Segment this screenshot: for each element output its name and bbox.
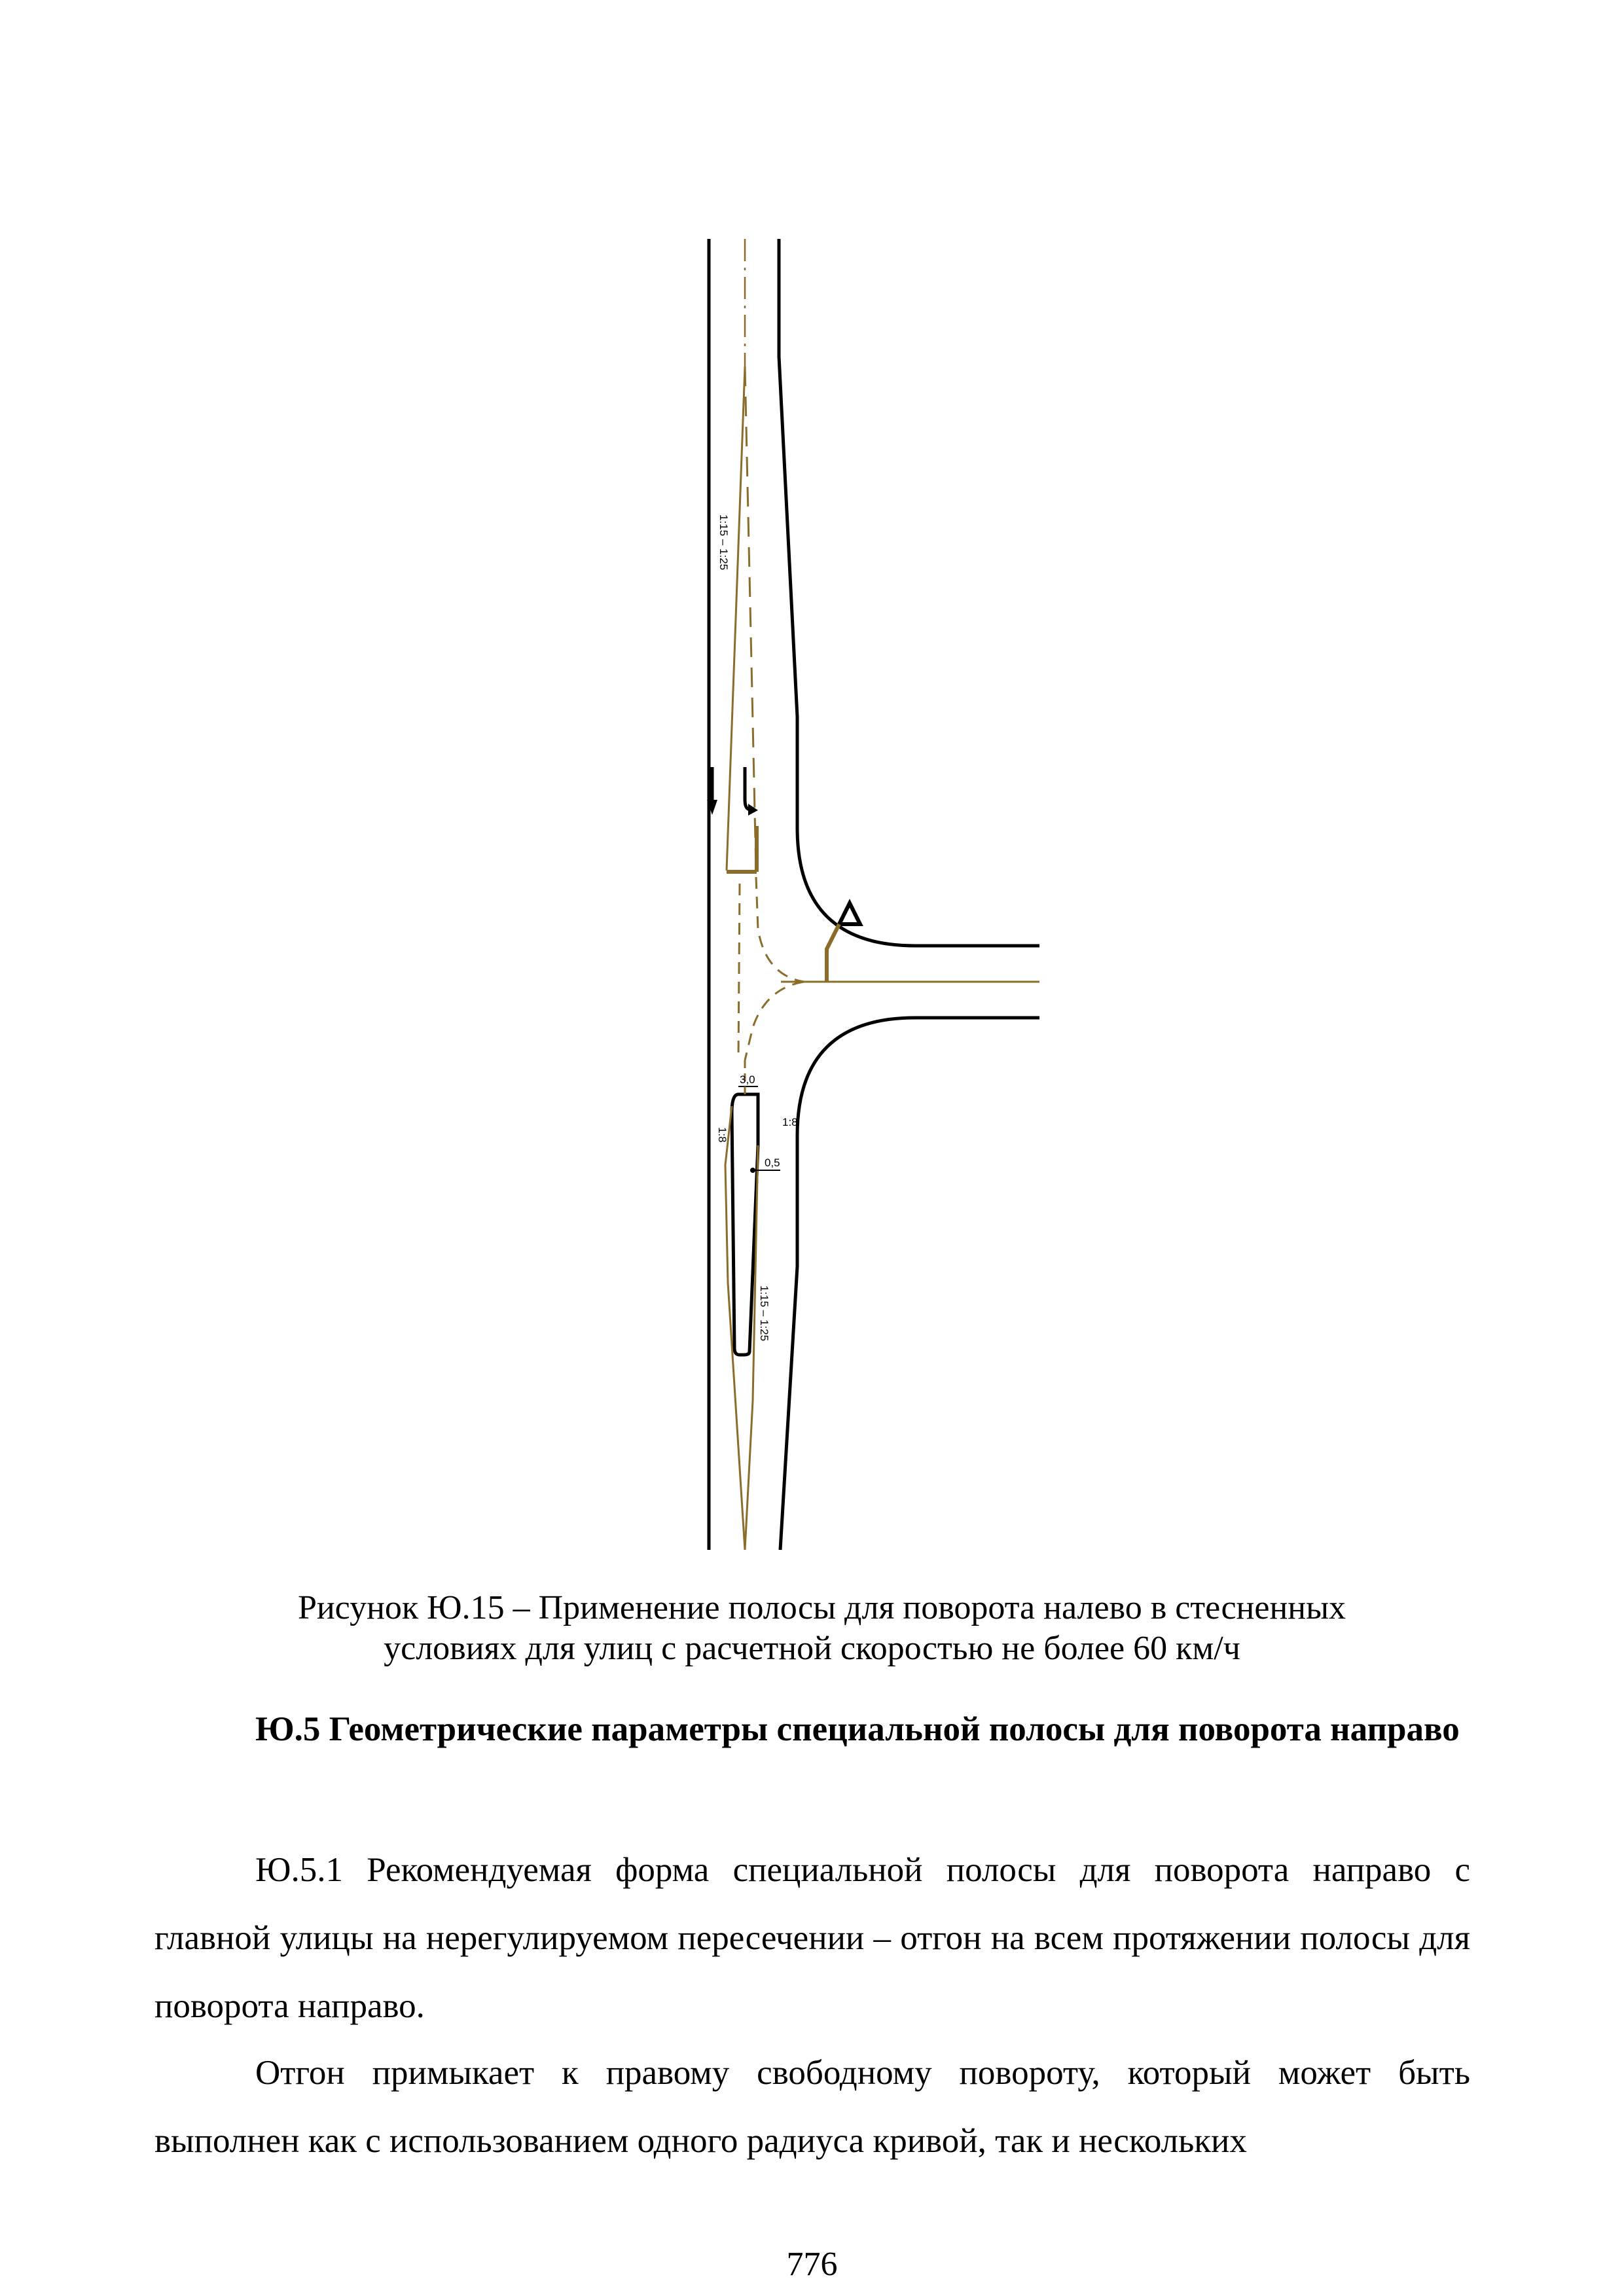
taper-top-label: 1:15 – 1:25 [717, 514, 730, 571]
page-number: 776 [786, 2246, 838, 2283]
island-left-ratio-label: 1:8 [716, 1127, 729, 1143]
turning-path-south [745, 982, 804, 1060]
center-dashed-continuation [738, 884, 740, 1060]
figure-caption-line1: Рисунок Ю.15 – Применение полосы для поворота налево в стесненных [297, 1589, 1346, 1626]
island-right-ratio-label: 1:8 [782, 1116, 798, 1128]
left-turn-taper-marking [727, 367, 745, 870]
figure-caption-line2: условиях для улиц с расчетной скоростью не более 60 км/ч [384, 1630, 1240, 1667]
left-turn-arrow-icon [745, 767, 758, 816]
island-width-label: 3,0 [740, 1073, 755, 1086]
offset-dimension-dot [750, 1168, 755, 1173]
lower-taper-right [745, 1145, 758, 1550]
turning-path-north [756, 877, 804, 982]
taper-bottom-label: 1:15 – 1:25 [758, 1285, 770, 1342]
main-road-right-edge-south [780, 1018, 1039, 1550]
paragraph-1: Ю.5.1 Рекомендуемая форма специальной полосы для поворота направо с главной улицы на нерегулируемом пересечении – отгон на всем протяжении полосы для поворота направо. [154, 1851, 1470, 2025]
main-road-right-edge-north [779, 239, 1039, 946]
yield-sign-icon [839, 903, 860, 924]
offset-label: 0,5 [765, 1157, 780, 1169]
left-turn-lane-separator [745, 367, 756, 870]
side-road-stop-marker [827, 924, 839, 982]
section-heading: Ю.5 Геометрические параметры специальной полосы для поворота направо [255, 1710, 1460, 1748]
paragraph-2: Отгон примыкает к правому свободному повороту, который может быть выполнен как с использованием одного радиуса кривой, так и нескольких [154, 2054, 1470, 2160]
